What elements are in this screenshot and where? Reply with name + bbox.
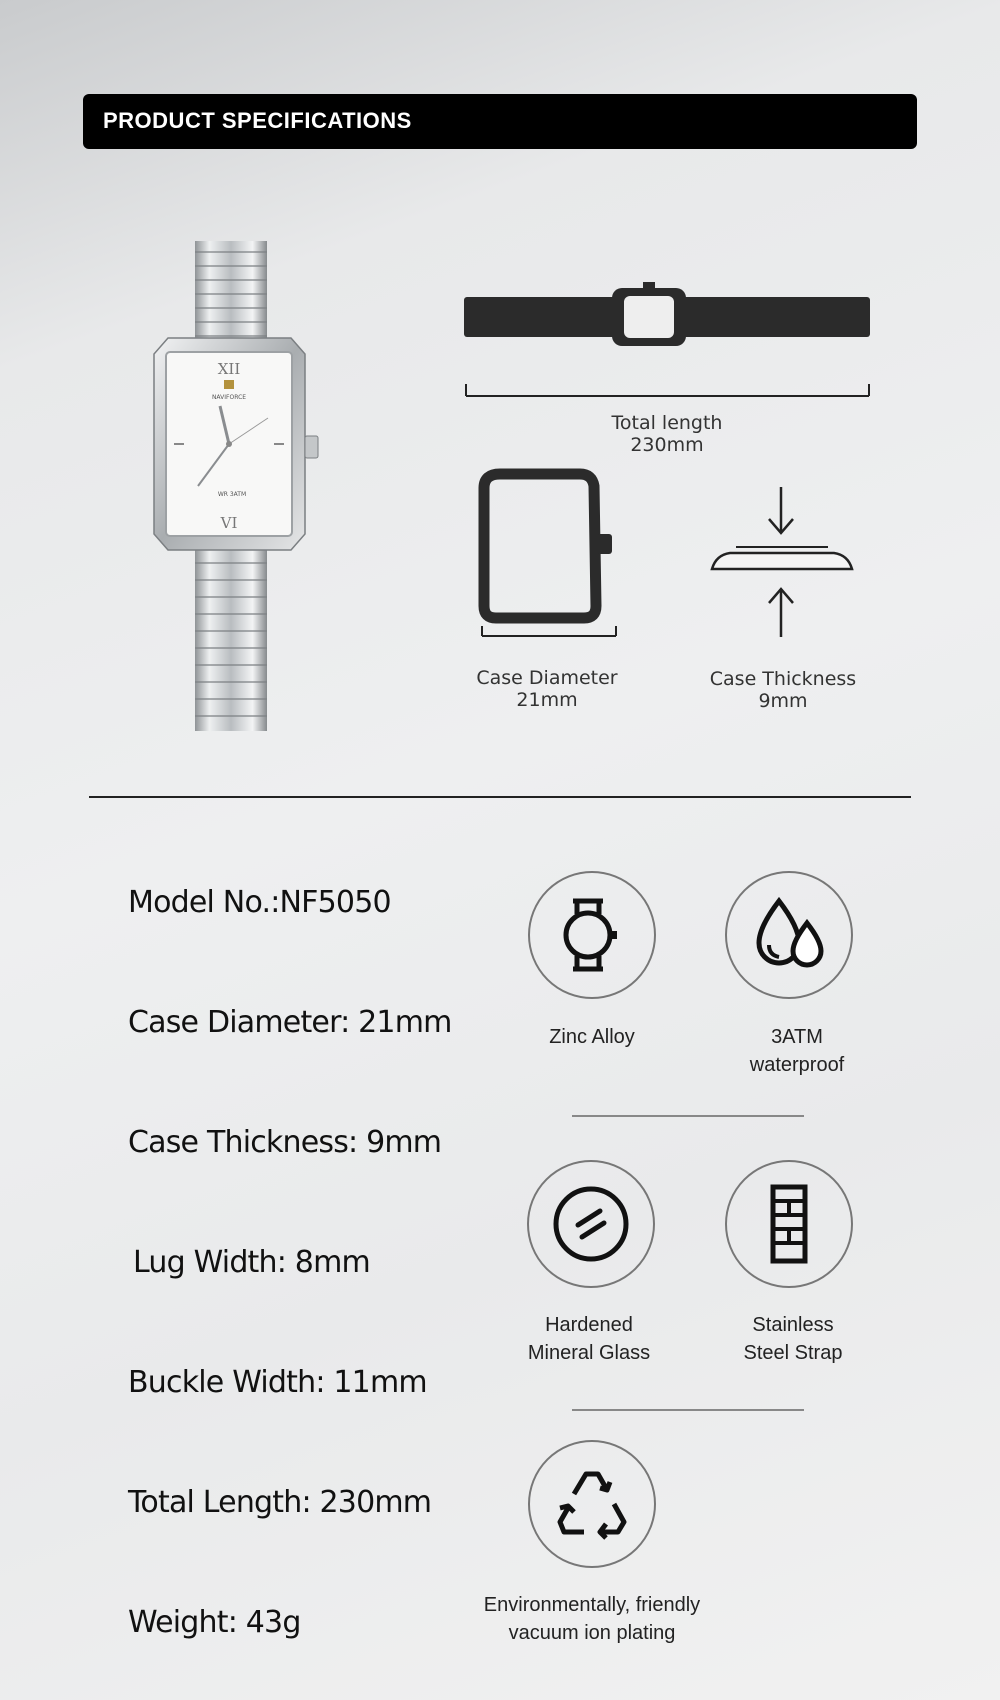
feature-zinc-alloy-badge [528, 871, 656, 999]
case-outline-icon [478, 468, 620, 624]
feature-eco-plating-badge [528, 1440, 656, 1568]
svg-text:VI: VI [220, 514, 238, 532]
feature-waterproof-badge [725, 871, 853, 999]
feature-divider [572, 1409, 804, 1411]
spec-total-length: Total Length: 230mm [128, 1485, 432, 1520]
feature-zinc-alloy-label: Zinc Alloy [549, 1026, 635, 1048]
svg-text:XII: XII [217, 360, 241, 378]
feature-steel-strap-label: Stainless Steel Strap [743, 1314, 843, 1364]
feature-mineral-glass-label: Hardened Mineral Glass [527, 1314, 651, 1364]
watch-icon [557, 897, 627, 973]
svg-text:NAVIFORCE: NAVIFORCE [211, 394, 247, 401]
case-diameter-bracket [480, 624, 618, 638]
case-thickness-icon [708, 483, 856, 639]
strap-silhouette-icon [462, 280, 872, 352]
total-length-bracket [464, 382, 871, 398]
case-diameter-label: Case Diameter 21mm [476, 667, 618, 711]
feature-mineral-glass-badge [527, 1160, 655, 1288]
spec-buckle-width: Buckle Width: 11mm [128, 1365, 427, 1400]
case-thickness-label: Case Thickness 9mm [709, 668, 857, 712]
spec-model-number: Model No.:NF5050 [128, 885, 391, 920]
total-length-label: Total length 230mm [611, 412, 723, 456]
feature-eco-plating-label: Environmentally, friendly vacuum ion plating [483, 1594, 701, 1644]
spec-weight: Weight: 43g [128, 1605, 301, 1640]
spec-lug-width: Lug Width: 8mm [133, 1245, 370, 1280]
glass-icon [550, 1183, 632, 1265]
svg-text:WR 3ATM: WR 3ATM [217, 491, 247, 498]
steel-strap-icon [767, 1183, 811, 1265]
feature-steel-strap-badge [725, 1160, 853, 1288]
feature-divider [572, 1115, 804, 1117]
spec-case-diameter: Case Diameter: 21mm [128, 1005, 452, 1040]
water-drops-icon [749, 897, 829, 973]
watch-product-image [150, 238, 325, 733]
spec-case-thickness: Case Thickness: 9mm [128, 1125, 442, 1160]
section-divider [89, 796, 911, 798]
feature-waterproof-label: 3ATM waterproof [749, 1026, 845, 1076]
section-title: PRODUCT SPECIFICATIONS [103, 108, 412, 133]
recycle-icon [554, 1466, 630, 1542]
